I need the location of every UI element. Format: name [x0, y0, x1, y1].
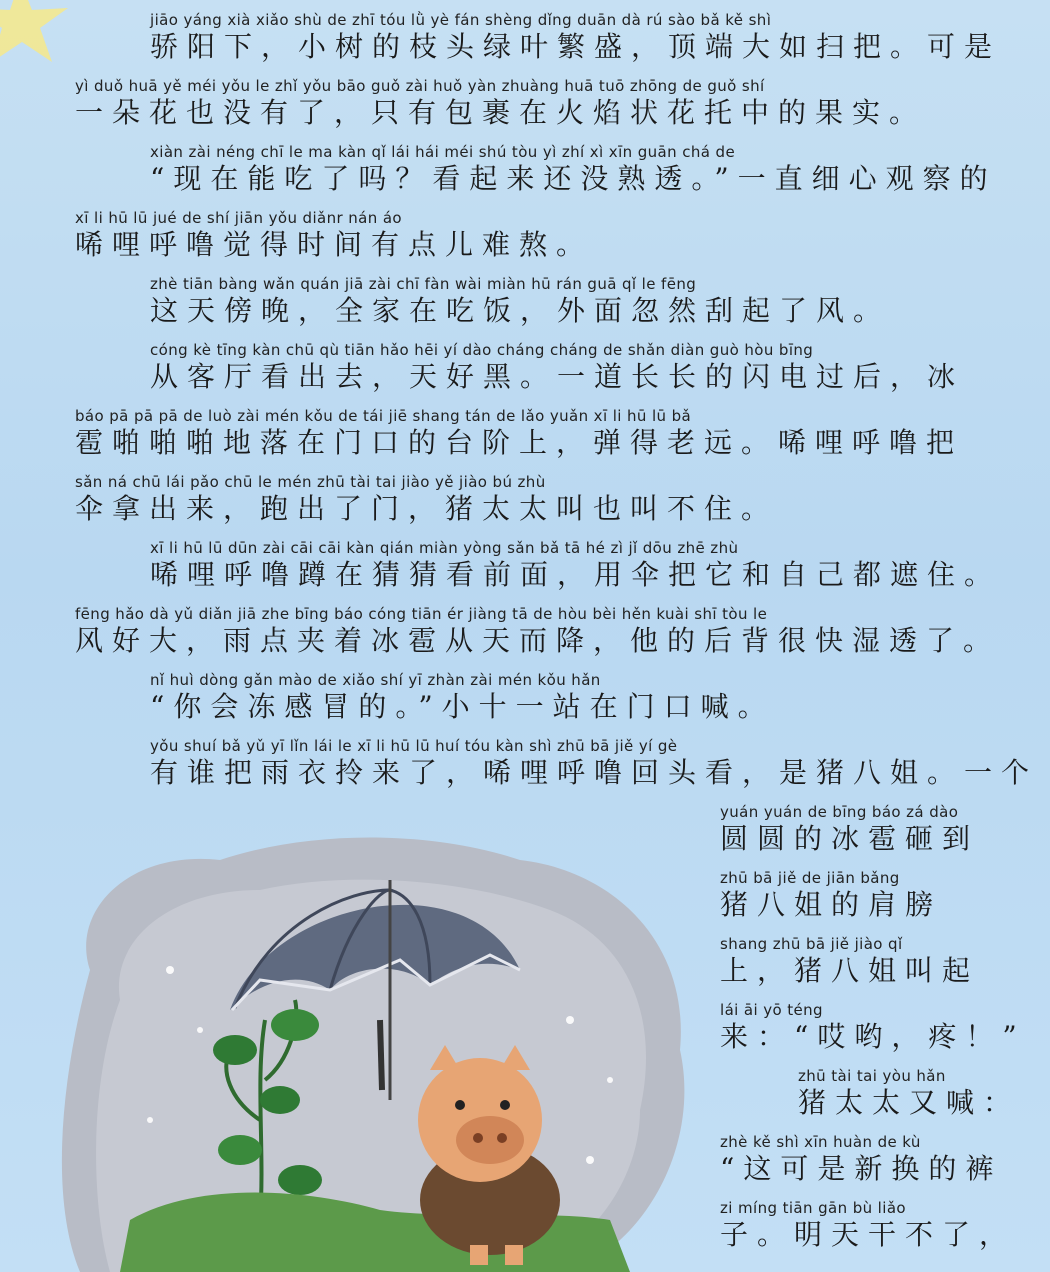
chinese-line: “这可是新换的裤 [720, 1152, 1003, 1185]
pinyin-line: xī li hū lū dūn zài cāi cāi kàn qián miàn yòng sǎn bǎ tā hé zì jǐ dōu zhē zhù [150, 539, 739, 557]
chinese-line: “现在能吃了吗？看起来还没熟透。”一直细心观察的 [150, 162, 997, 195]
pinyin-line: cóng kè tīng kàn chū qù tiān hǎo hēi yí dào cháng cháng de shǎn diàn guò hòu bīng [150, 341, 814, 359]
pinyin-line: yì duǒ huā yě méi yǒu le zhǐ yǒu bāo guǒ zài huǒ yàn zhuàng huā tuō zhōng de guǒ shí [75, 77, 765, 95]
chinese-line: 伞拿出来，跑出了门，猪太太叫也叫不住。 [75, 492, 779, 525]
chinese-line: 圆圆的冰雹砸到 [720, 822, 980, 855]
text-line [720, 868, 942, 922]
text-line [720, 934, 979, 988]
text-line [75, 76, 926, 130]
text-line [150, 538, 1001, 592]
text-line [150, 670, 775, 724]
text-line [75, 472, 778, 526]
pinyin-line: jiāo yáng xià xiǎo shù de zhī tóu lǜ yè fán shèng dǐng duān dà rú sào bǎ kě shì [150, 11, 772, 29]
chinese-line: “你会冻感冒的。”小十一站在门口喊。 [150, 690, 775, 723]
pinyin-line: xī li hū lū jué de shí jiān yǒu diǎnr nán áo [75, 209, 402, 227]
pinyin-line: xiàn zài néng chī le ma kàn qǐ lái hái méi shú tòu yì zhí xì xīn guān chá de [150, 143, 736, 161]
text-line [75, 406, 963, 460]
chinese-line: 猪太太又喊： [798, 1086, 1021, 1119]
pinyin-line: yuán yuán de bīng báo zá dào [720, 803, 959, 821]
text-line [798, 1066, 1020, 1120]
pinyin-line: báo pā pā pā de luò zài mén kǒu de tái jiē shang tán de lǎo yuǎn xī li hū lū bǎ [75, 407, 692, 425]
text-line [75, 604, 1000, 658]
pinyin-line: fēng hǎo dà yǔ diǎn jiā zhe bīng báo cóng tiān ér jiàng tā de hòu bèi hěn kuài shī tòu le [75, 605, 768, 623]
pinyin-line: lái āi yō téng [720, 1001, 823, 1019]
chinese-line: 一朵花也没有了，只有包裹在火焰状花托中的果实。 [75, 96, 927, 129]
chinese-line: 上，猪八姐叫起 [720, 954, 980, 987]
storm-illustration [50, 820, 700, 1272]
chinese-line: 唏哩呼噜觉得时间有点儿难熬。 [75, 228, 594, 261]
text-line [150, 274, 890, 328]
text-line [720, 1132, 1002, 1186]
text-line [150, 340, 964, 394]
pinyin-line: zhū tài tai yòu hǎn [798, 1067, 946, 1085]
pinyin-line: zhū bā jiě de jiān bǎng [720, 869, 900, 887]
chinese-line: 唏哩呼噜蹲在猜猜看前面，用伞把它和自己都遮住。 [150, 558, 1002, 591]
text-line [150, 10, 1001, 64]
chinese-line: 来：“哎哟，疼！” [720, 1020, 1026, 1053]
chinese-line: 雹啪啪啪地落在门口的台阶上，弹得老远。唏哩呼噜把 [75, 426, 964, 459]
text-line [150, 142, 997, 196]
text-line [720, 1198, 1016, 1252]
pinyin-line: shang zhū bā jiě jiào qǐ [720, 935, 903, 953]
pinyin-line: zi míng tiān gān bù liǎo [720, 1199, 906, 1217]
pinyin-line: zhè tiān bàng wǎn quán jiā zài chī fàn wài miàn hū rán guā qǐ le fēng [150, 275, 697, 293]
pinyin-line: sǎn ná chū lái pǎo chū le mén zhū tài tai jiào yě jiào bú zhù [75, 473, 546, 491]
chinese-line: 骄阳下，小树的枝头绿叶繁盛，顶端大如扫把。可是 [150, 30, 1002, 63]
chinese-line: 从客厅看出去，天好黑。一道长长的闪电过后，冰 [150, 360, 965, 393]
pinyin-line: nǐ huì dòng gǎn mào de xiǎo shí yī zhàn zài mén kǒu hǎn [150, 671, 601, 689]
text-line [720, 802, 979, 856]
text-line [75, 208, 593, 262]
star-decoration [0, 0, 90, 70]
text-line [150, 736, 1038, 790]
chinese-line: 子。明天干不了， [720, 1218, 1017, 1251]
pinyin-line: zhè kě shì xīn huàn de kù [720, 1133, 921, 1151]
text-line [720, 1000, 1026, 1054]
chinese-line: 这天傍晚，全家在吃饭，外面忽然刮起了风。 [150, 294, 891, 327]
chinese-line: 风好大，雨点夹着冰雹从天而降，他的后背很快湿透了。 [75, 624, 1001, 657]
pinyin-line: yǒu shuí bǎ yǔ yī lǐn lái le xī li hū lū huí tóu kàn shì zhū bā jiě yí gè [150, 737, 678, 755]
chinese-line: 猪八姐的肩膀 [720, 888, 943, 921]
chinese-line: 有谁把雨衣拎来了，唏哩呼噜回头看，是猪八姐。一个 [150, 756, 1039, 789]
